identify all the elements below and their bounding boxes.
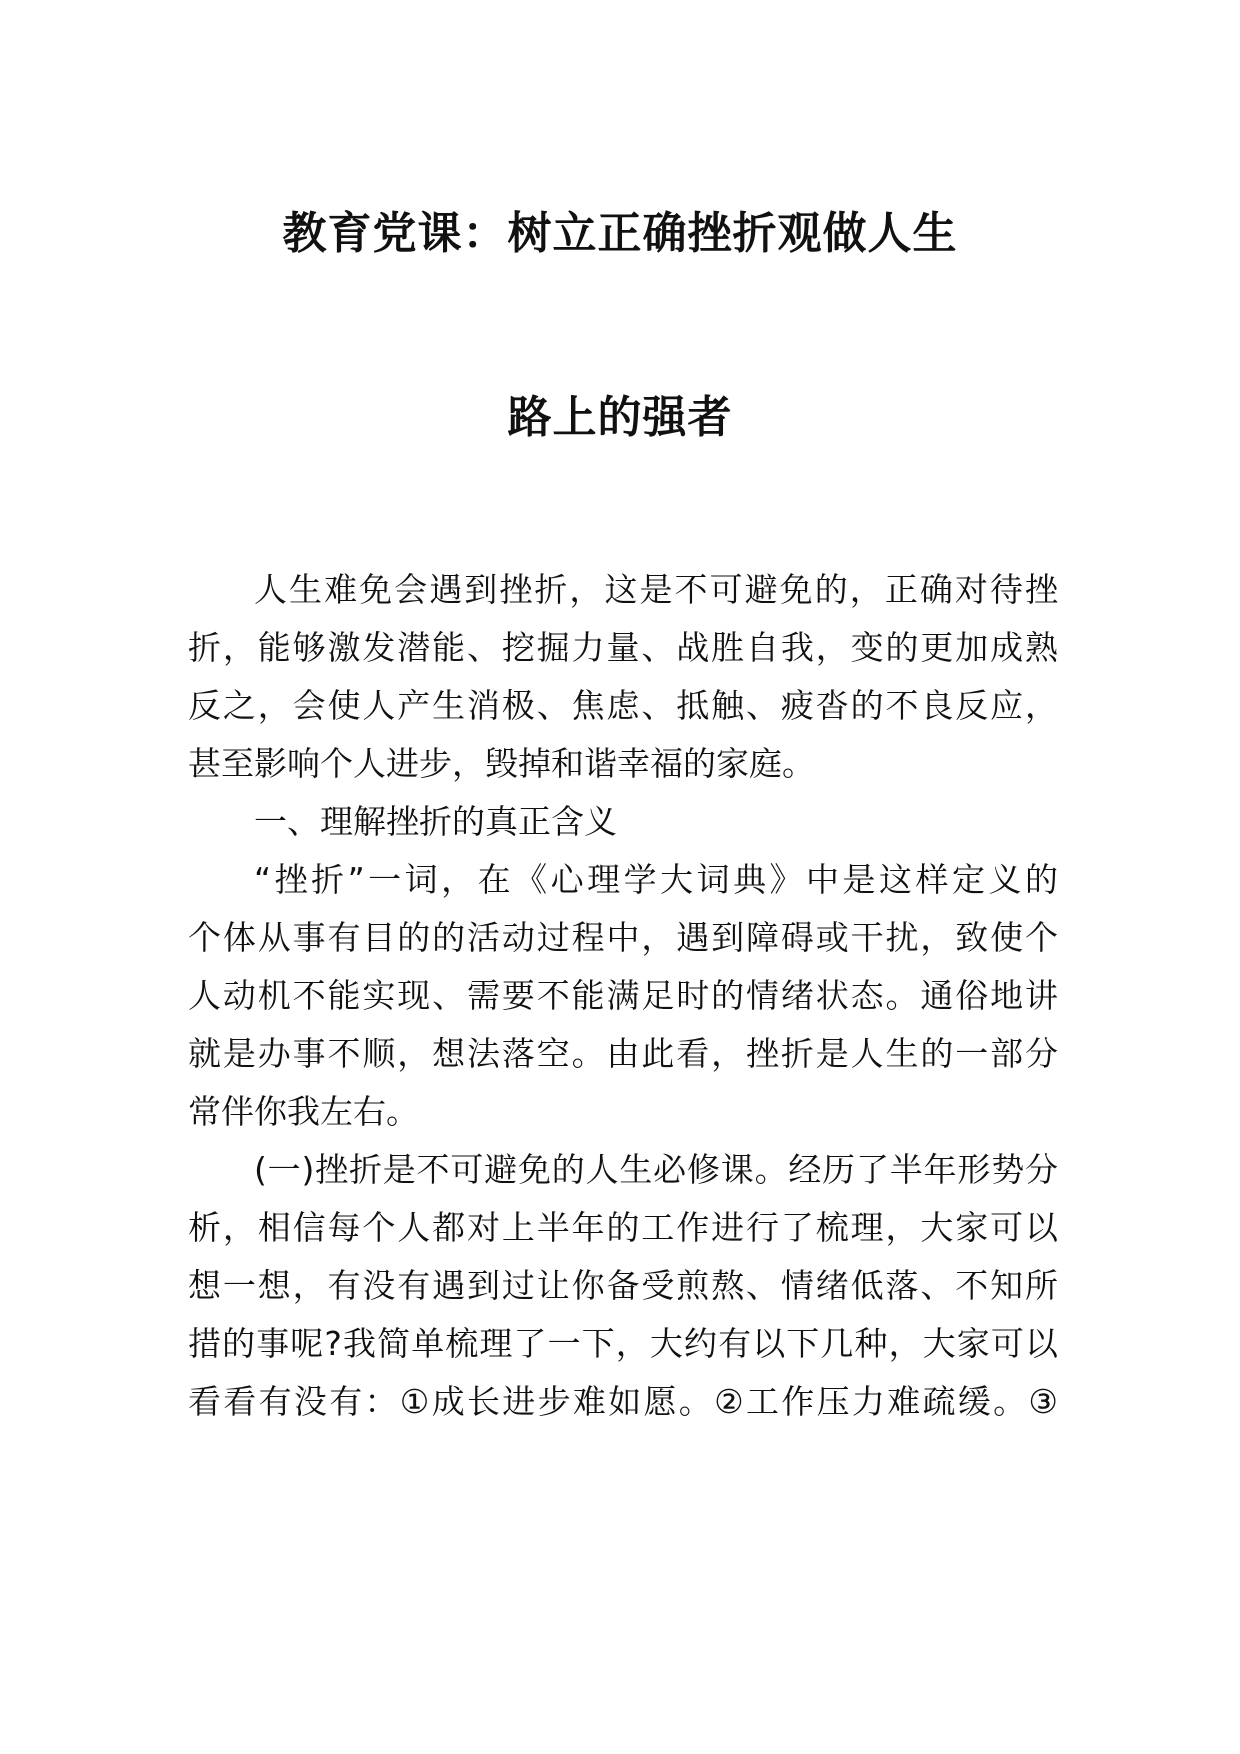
document-title-line-2: 路上的强者: [507, 392, 733, 443]
paragraph-2-line-3: 人动机不能实现、需要不能满足时的情绪状态。通俗地讲: [188, 976, 1058, 1015]
paragraph-3-line-4: 措的事呢?我简单梳理了一下，大约有以下几种，大家可以: [188, 1324, 1058, 1363]
paragraph-1-line-2: 折，能够激发潜能、挖掘力量、战胜自我，变的更加成熟: [188, 628, 1058, 667]
paragraph-1-line-4: 甚至影响个人进步，毁掉和谐幸福的家庭。: [188, 744, 815, 783]
paragraph-3-line-5: 看看有没有：①成长进步难如愿。②工作压力难疏缓。③: [188, 1382, 1058, 1421]
paragraph-2-line-4: 就是办事不顺，想法落空。由此看，挫折是人生的一部分: [188, 1034, 1058, 1073]
paragraph-1-line-3: 反之，会使人产生消极、焦虑、抵触、疲沓的不良反应，: [188, 686, 1058, 725]
paragraph-2-line-2: 个体从事有目的的活动过程中，遇到障碍或干扰，致使个: [188, 918, 1058, 957]
document-title-line-1: 教育党课：树立正确挫折观做人生: [282, 208, 958, 259]
paragraph-3-line-2: 析，相信每个人都对上半年的工作进行了梳理，大家可以: [188, 1208, 1058, 1247]
section-heading-1: 一、理解挫折的真正含义: [254, 802, 617, 841]
paragraph-3-line-1: (一)挫折是不可避免的人生必修课。经历了半年形势分: [254, 1150, 1058, 1189]
paragraph-1-line-1: 人生难免会遇到挫折，这是不可避免的，正确对待挫: [254, 570, 1058, 609]
paragraph-2-line-1: “挫折”一词，在《心理学大词典》中是这样定义的: [254, 860, 1058, 899]
paragraph-2-line-5: 常伴你我左右。: [188, 1092, 419, 1131]
paragraph-3-line-3: 想一想，有没有遇到过让你备受煎熬、情绪低落、不知所: [188, 1266, 1058, 1305]
